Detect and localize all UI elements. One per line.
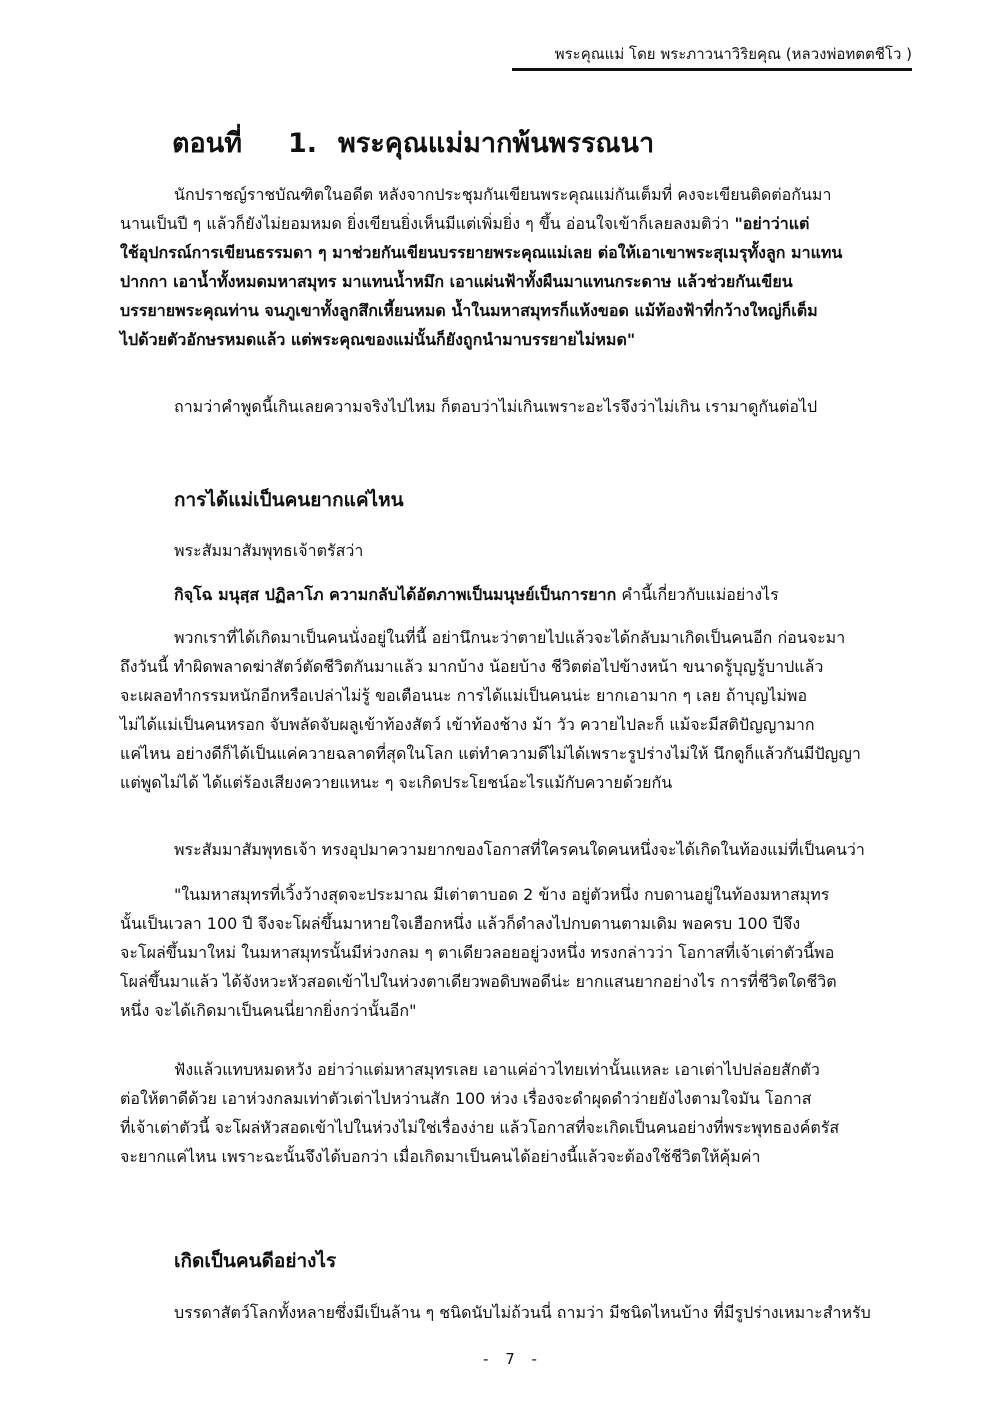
section2-paragraph: [120, 1298, 906, 1327]
intro-quote-start: "อย่าว่าแต่: [734, 214, 810, 233]
body-line: พระสัมมาสัมพุทธเจ้า ทรงอุปมาความยากของโอกาสที่ใครคนใดคนหนึ่งจะได้เกิดในท้องแม่ที่เป็นคนว่า: [174, 840, 865, 859]
header-rule: [512, 68, 912, 71]
intro-line-text: นานเป็นปี ๆ แล้วก็ยังไม่ยอมหมด ยิ่งเขียนยิ่งเห็นมีแต่เพิ่มยิ่ง ๆ ขึ้น อ่อนใจเข้าก็เลยลงมติว่า: [120, 214, 735, 233]
pali-quote-paragraph: [120, 580, 906, 609]
body-line: พวกเราที่ได้เกิดมาเป็นคนนั่งอยู่ในที่นี้ อย่านึกนะว่าตายไปแล้วจะได้กลับมาเกิดเป็นคนอีก ก่อนจะมา: [174, 628, 846, 647]
intro-line: นักปราชญ์ราชบัณฑิตในอดีต หลังจากประชุมกันเขียนพระคุณแม่กันเต็มที่ คงจะเขียนติดต่อกันมา: [174, 185, 832, 204]
question-line: ถามว่าคำพูดนี้เกินเลยความจริงไปไหม ก็ตอบว่าไม่เกินเพราะอะไรจึงว่าไม่เกิน เรามาดูกันต่อไป: [174, 397, 818, 416]
chapter-heading: พระคุณแม่มากพ้นพรรณนา: [338, 128, 655, 159]
turtle-parable-paragraph: [120, 880, 906, 1025]
body-line: โผล่ขึ้นมาแล้ว ได้จังหวะหัวสอดเข้าไปในห่วงตาเดียวพอดิบพอดีน่ะ ยากแสนยากอย่างไร การที่ชีวิตใดชีวิต: [120, 972, 837, 991]
intro-paragraph: [120, 180, 906, 354]
intro-line: ใช้อุปกรณ์การเขียนธรรมดา ๆ มาช่วยกันเขียนบรรยายพระคุณแม่เลย ต่อให้เอาเขาพระสุเมรุทั้งลูก มาแทน: [120, 243, 843, 262]
body-line: แค่ไหน อย่างดีก็ได้เป็นแค่ควายฉลาดที่สุดในโลก แต่ทำความดีไม่ได้เพราะรูปร่างไม่ให้ นึกดูก็แล้วกันมีปัญญา: [120, 744, 861, 763]
buddha-said-line: พระสัมมาสัมพุทธเจ้าตรัสว่า: [174, 541, 364, 560]
chapter-number: 1.: [288, 128, 318, 159]
section-heading-good-person: เกิดเป็นคนดีอย่างไร: [174, 1250, 337, 1272]
buddha-said-paragraph: [120, 536, 906, 565]
body-line: จะเผลอทำกรรมหนักอีกหรือเปล่าไม่รู้ ขอเตือนนะ การได้แม่เป็นคนน่ะ ยากเอามาก ๆ เลย ถ้าบุญไม่พอ: [120, 686, 808, 705]
body-line: นั้นเป็นเวลา 100 ปี จึงจะโผล่ขึ้นมาหายใจเฮือกหนึ่ง แล้วก็ดำลงไปกบดานตามเดิม พอครบ 100 ปีจึง: [120, 914, 801, 933]
body-line: ไม่ได้แม่เป็นคนหรอก จับพลัดจับผลูเข้าท้องสัตว์ เข้าท้องช้าง ม้า วัว ควายไปละก็ แม้จะมีสติปัญญามาก: [120, 715, 815, 734]
chapter-label: ตอนที่: [172, 128, 243, 159]
pali-quote-followup: คำนี้เกี่ยวกับแม่อย่างไร: [616, 585, 779, 604]
chapter-title: [172, 126, 654, 162]
body-line: หนึ่ง จะได้เกิดมาเป็นคนนี่ยากยิ่งกว่านั้นอีก": [120, 1001, 417, 1020]
body-paragraph-2: [120, 835, 906, 864]
section-heading-mother: การได้แม่เป็นคนยากแค่ไหน: [174, 489, 404, 511]
body-line: ที่เจ้าเต่าตัวนี้ จะโผล่หัวสอดเข้าไปในห่วงไม่ใช่เรื่องง่าย แล้วโอกาสที่จะเกิดเป็นคนอย่างที่พระพุทธองค์ตรัส: [120, 1118, 840, 1137]
body-paragraph-1: [120, 623, 906, 797]
question-paragraph: [120, 392, 906, 421]
intro-line: บรรยายพระคุณท่าน จนภูเขาทั้งลูกสึกเหี้ยนหมด น้ำในมหาสมุทรก็แห้งขอด แม้ท้องฟ้าที่กว้างใหญ่ก็เต็ม: [120, 301, 818, 320]
body-line: ถึงวันนี้ ทำผิดพลาดฆ่าสัตว์ตัดชีวิตกันมาแล้ว มากบ้าง น้อยบ้าง ชีวิตต่อไปข้างหน้า ขนาดรู้บุญรู้บาปแล้ว: [120, 657, 824, 676]
body-line: บรรดาสัตว์โลกทั้งหลายซึ่งมีเป็นล้าน ๆ ชนิดนับไม่ถ้วนนี่ ถามว่า มีชนิดไหนบ้าง ที่มีรูปร่างเหมาะสำหรับ: [174, 1303, 871, 1322]
body-line: "ในมหาสมุทรที่เวิ้งว้างสุดจะประมาณ มีเต่าตาบอด 2 ข้าง อยู่ตัวหนึ่ง กบดานอยู่ในท้องมหาสมุทร: [174, 885, 830, 904]
intro-line: ปากกา เอาน้ำทั้งหมดมหาสมุทร มาแทนน้ำหมึก เอาแผ่นฟ้าทั้งผืนมาแทนกระดาษ แล้วช่วยกันเขียน: [120, 272, 793, 291]
body-line: จะยากแค่ไหน เพราะฉะนั้นจึงได้บอกว่า เมื่อเกิดมาเป็นคนได้อย่างนี้แล้วจะต้องใช้ชีวิตให้คุ้มค่า: [120, 1147, 761, 1166]
body-line: ต่อให้ตาดีด้วย เอาห่วงกลมเท่าตัวเต่าไปหว่านสัก 100 ห่วง เรื่องจะดำผุดดำว่ายยังไงตามใจมัน โอกาส: [120, 1089, 812, 1108]
pali-quote: กิจฺโฉ มนุสฺส ปฏิลาโภ ความกลับได้อัตภาพเป็นมนุษย์เป็นการยาก: [174, 585, 617, 604]
page-number: - 7 -: [483, 1350, 543, 1368]
body-line: แต่พูดไม่ได้ ได้แต่ร้องเสียงควายแหนะ ๆ จะเกิดประโยชน์อะไรแม้กับควายด้วยกัน: [120, 773, 673, 792]
body-paragraph-4: [120, 1055, 906, 1171]
running-header: พระคุณแม่ โดย พระภาวนาวิริยคุณ (หลวงพ่อทตตชีโว ): [554, 45, 912, 63]
intro-line: ไปด้วยตัวอักษรหมดแล้ว แต่พระคุณของแม่นั้นก็ยังถูกนำมาบรรยายไม่หมด": [120, 330, 636, 349]
pali-quote-line: [120, 580, 906, 609]
intro-line: [120, 209, 906, 238]
body-line: จะโผล่ขึ้นมาใหม่ ในมหาสมุทรนั้นมีห่วงกลม ๆ ตาเดียวลอยอยู่วงหนึ่ง ทรงกล่าวว่า โอกาสที่เจ้าเต่าตัวนี้พอ: [120, 943, 835, 962]
body-line: ฟังแล้วแทบหมดหวัง อย่าว่าแต่มหาสมุทรเลย เอาแค่อ่าวไทยเท่านั้นแหละ เอาเต่าไปปล่อยสักตัว: [174, 1060, 820, 1079]
